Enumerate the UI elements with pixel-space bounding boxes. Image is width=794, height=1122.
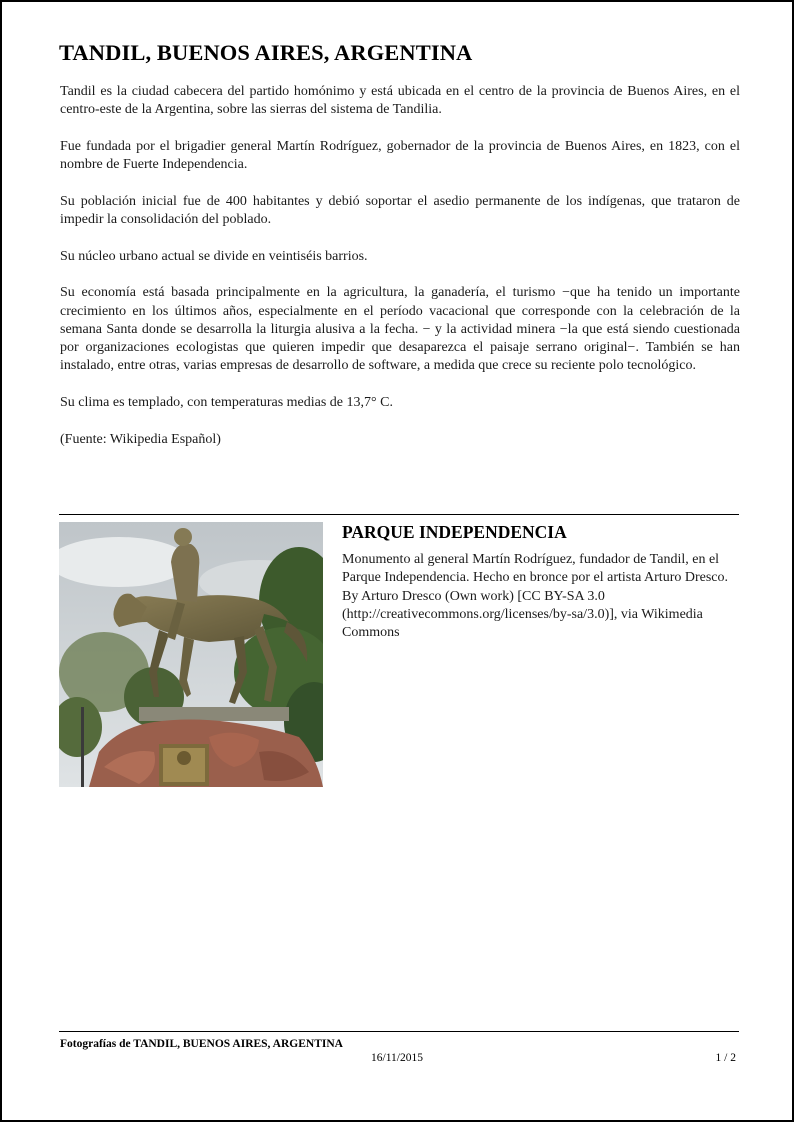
footer-divider xyxy=(59,1031,739,1032)
source-note: (Fuente: Wikipedia Español) xyxy=(60,431,221,447)
article-body xyxy=(60,83,740,467)
photo-caption-block xyxy=(342,551,739,642)
photo-credit: By Arturo Dresco (Own work) [CC BY-SA 3.0 (http://creativecommons.org/licenses/by-sa/3.0)], via Wikimedia Commons xyxy=(342,588,703,641)
footer-date: 16/11/2015 xyxy=(371,1052,423,1064)
monument-photo xyxy=(59,522,323,787)
paragraph: Su clima es templado, con temperaturas medias de 13,7° C. xyxy=(60,395,393,411)
paragraph: Su economía está basada principalmente en la agricultura, la ganadería, el turismo −que ha tenido un importante crecimiento en los últimos años, especialmente en el período vacacional que corresponde con la celebración de la semana Santa donde se desarrolla la liturgia alusiva a la fecha. − y la actividad minera −la que está siendo cuestionada por organizaciones ecologistas que quieren impedir que desaparezca el paisaje serrano original−. También se han instalado, entre otras, varias empresas de desarrollo de software, a medida que crece su reciente polo tecnológico. xyxy=(60,285,740,374)
section-divider xyxy=(59,514,739,515)
footer-page-number: 1 / 2 xyxy=(715,1052,736,1064)
photo-caption: Monumento al general Martín Rodríguez, fundador de Tandil, en el Parque Independencia. Hecho en bronce por el artista Arturo Dresco. xyxy=(342,552,729,586)
paragraph: Su núcleo urbano actual se divide en veintiséis barrios. xyxy=(60,248,368,264)
paragraph: Fue fundada por el brigadier general Martín Rodríguez, gobernador de la provincia de Buenos Aires, en 1823, con el nombre de Fuerte Independencia. xyxy=(60,138,740,173)
paragraph: Su población inicial fue de 400 habitantes y debió soportar el asedio permanente de los indígenas, que trataron de impedir la consolidación del poblado. xyxy=(60,193,740,228)
footer-document-title: Fotografías de TANDIL, BUENOS AIRES, ARGENTINA xyxy=(60,1038,343,1050)
photo-title: PARQUE INDEPENDENCIA xyxy=(342,522,567,542)
paragraph: Tandil es la ciudad cabecera del partido homónimo y está ubicada en el centro de la provincia de Buenos Aires, en el centro-este de la Argentina, sobre las sierras del sistema de Tandilia. xyxy=(60,84,740,118)
page-title: TANDIL, BUENOS AIRES, ARGENTINA xyxy=(59,40,473,65)
